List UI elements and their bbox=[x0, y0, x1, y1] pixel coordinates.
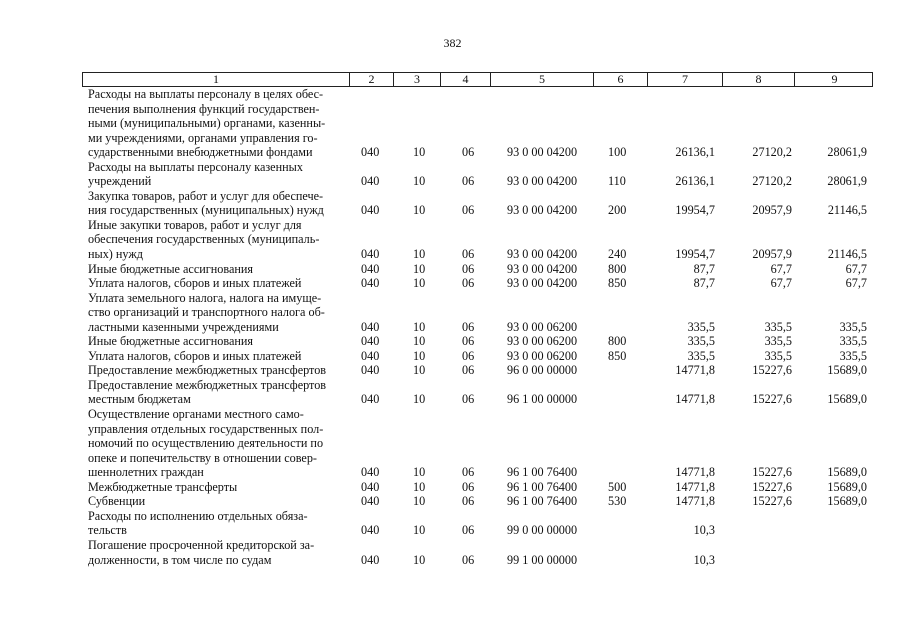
table-body bbox=[0, 87, 905, 567]
page-number: 382 bbox=[443, 36, 462, 50]
cell-col-8: 20957,9 bbox=[752, 247, 792, 262]
cell-col-9: 15689,0 bbox=[827, 494, 867, 509]
cell-col-8: 335,5 bbox=[764, 334, 792, 349]
cell-col-3: 10 bbox=[413, 276, 426, 291]
cell-col-5: 93 0 00 04200 bbox=[507, 174, 578, 189]
cell-col-6: 100 bbox=[608, 145, 627, 160]
cell-col-7: 14771,8 bbox=[675, 465, 715, 480]
table-row bbox=[0, 262, 905, 277]
description-line: ных) нужд bbox=[88, 247, 143, 262]
cell-col-2: 040 bbox=[361, 552, 380, 567]
description-line: Уплата налогов, сборов и иных платежей bbox=[88, 348, 302, 363]
description-line: управления отдельных государственных пол- bbox=[88, 421, 324, 436]
description-line: Субвенции bbox=[88, 494, 146, 509]
cell-col-9: 335,5 bbox=[839, 348, 867, 363]
cell-col-5: 93 0 00 06200 bbox=[507, 334, 578, 349]
cell-col-7: 87,7 bbox=[693, 261, 715, 276]
cell-col-2: 040 bbox=[361, 392, 380, 407]
table-row bbox=[0, 494, 905, 509]
cell-col-4: 06 bbox=[462, 552, 475, 567]
cell-col-5: 93 0 00 06200 bbox=[507, 348, 578, 363]
row-description bbox=[88, 160, 346, 189]
row-description bbox=[88, 378, 346, 407]
cell-col-3: 10 bbox=[413, 145, 426, 160]
cell-col-5: 99 1 00 00000 bbox=[507, 552, 578, 567]
cell-col-8: 335,5 bbox=[764, 348, 792, 363]
header-col-2: 2 bbox=[349, 73, 393, 86]
description-line: ство организаций и транспортного налога об- bbox=[88, 305, 325, 320]
cell-col-9: 67,7 bbox=[845, 276, 867, 291]
row-description bbox=[88, 538, 346, 567]
cell-col-9: 335,5 bbox=[839, 334, 867, 349]
cell-col-7: 26136,1 bbox=[675, 174, 715, 189]
cell-col-3: 10 bbox=[413, 247, 426, 262]
cell-col-7: 26136,1 bbox=[675, 145, 715, 160]
cell-col-4: 06 bbox=[462, 145, 475, 160]
cell-col-4: 06 bbox=[462, 247, 475, 262]
cell-col-3: 10 bbox=[413, 203, 426, 218]
cell-col-4: 06 bbox=[462, 479, 475, 494]
description-line: шеннолетних граждан bbox=[88, 465, 204, 480]
description-line: Предоставление межбюджетных трансфертов bbox=[88, 363, 327, 378]
row-description bbox=[88, 262, 346, 277]
description-line: Осуществление органами местного само- bbox=[88, 407, 304, 422]
cell-col-5: 99 0 00 00000 bbox=[507, 523, 578, 538]
cell-col-5: 96 0 00 00000 bbox=[507, 363, 578, 378]
table-row bbox=[0, 538, 905, 567]
row-description bbox=[88, 87, 346, 160]
row-description bbox=[88, 363, 346, 378]
cell-col-6: 200 bbox=[608, 203, 627, 218]
cell-col-4: 06 bbox=[462, 363, 475, 378]
description-line: Уплата налогов, сборов и иных платежей bbox=[88, 276, 302, 291]
row-description bbox=[88, 407, 346, 480]
row-description bbox=[88, 509, 346, 538]
cell-col-6: 800 bbox=[608, 334, 627, 349]
cell-col-5: 96 1 00 76400 bbox=[507, 494, 578, 509]
description-line: ми учреждениями, органами управления го- bbox=[88, 130, 318, 145]
cell-col-7: 19954,7 bbox=[675, 203, 715, 218]
description-line: ластными казенными учреждениями bbox=[88, 319, 279, 334]
description-line: местным бюджетам bbox=[88, 392, 191, 407]
cell-col-6: 110 bbox=[608, 174, 626, 189]
cell-col-7: 14771,8 bbox=[675, 363, 715, 378]
table-row bbox=[0, 349, 905, 364]
description-line: Расходы на выплаты персоналу в целях обес- bbox=[88, 87, 324, 101]
cell-col-7: 14771,8 bbox=[675, 392, 715, 407]
cell-col-4: 06 bbox=[462, 334, 475, 349]
cell-col-8: 27120,2 bbox=[752, 174, 792, 189]
cell-col-4: 06 bbox=[462, 465, 475, 480]
header-col-9: 9 bbox=[794, 73, 874, 86]
cell-col-3: 10 bbox=[413, 552, 426, 567]
cell-col-6: 500 bbox=[608, 479, 627, 494]
cell-col-3: 10 bbox=[413, 465, 426, 480]
cell-col-6: 850 bbox=[608, 348, 627, 363]
cell-col-2: 040 bbox=[361, 479, 380, 494]
description-line: Предоставление межбюджетных трансфертов bbox=[88, 377, 327, 392]
table-row bbox=[0, 363, 905, 378]
cell-col-2: 040 bbox=[361, 363, 380, 378]
cell-col-2: 040 bbox=[361, 203, 380, 218]
description-line: печения выполнения функций государствен- bbox=[88, 101, 320, 116]
row-description bbox=[88, 334, 346, 349]
table-row bbox=[0, 378, 905, 407]
cell-col-3: 10 bbox=[413, 392, 426, 407]
cell-col-3: 10 bbox=[413, 479, 426, 494]
cell-col-3: 10 bbox=[413, 523, 426, 538]
cell-col-2: 040 bbox=[361, 348, 380, 363]
cell-col-6: 850 bbox=[608, 276, 627, 291]
cell-col-4: 06 bbox=[462, 319, 475, 334]
cell-col-7: 10,3 bbox=[693, 552, 715, 567]
description-line: учреждений bbox=[88, 174, 152, 189]
cell-col-4: 06 bbox=[462, 174, 475, 189]
table-row bbox=[0, 276, 905, 291]
description-line: ния государственных (муниципальных) нужд bbox=[88, 203, 324, 218]
cell-col-3: 10 bbox=[413, 334, 426, 349]
description-line: Расходы по исполнению отдельных обяза- bbox=[88, 508, 308, 523]
header-col-6: 6 bbox=[593, 73, 647, 86]
description-line: Иные бюджетные ассигнования bbox=[88, 334, 254, 349]
description-line: Межбюджетные трансферты bbox=[88, 479, 238, 494]
cell-col-4: 06 bbox=[462, 392, 475, 407]
description-line: Иные закупки товаров, работ и услуг для bbox=[88, 217, 302, 232]
cell-col-7: 14771,8 bbox=[675, 479, 715, 494]
cell-col-9: 67,7 bbox=[845, 261, 867, 276]
cell-col-8: 67,7 bbox=[770, 261, 792, 276]
description-line: сударственными внебюджетными фондами bbox=[88, 145, 313, 160]
cell-col-8: 67,7 bbox=[770, 276, 792, 291]
cell-col-8: 27120,2 bbox=[752, 145, 792, 160]
cell-col-5: 96 1 00 76400 bbox=[507, 479, 578, 494]
description-line: Расходы на выплаты персоналу казенных bbox=[88, 159, 303, 174]
cell-col-7: 19954,7 bbox=[675, 247, 715, 262]
cell-col-2: 040 bbox=[361, 334, 380, 349]
cell-col-4: 06 bbox=[462, 276, 475, 291]
header-col-3: 3 bbox=[393, 73, 440, 86]
table-row bbox=[0, 334, 905, 349]
row-description bbox=[88, 349, 346, 364]
cell-col-6: 240 bbox=[608, 247, 627, 262]
description-line: ными (муниципальными) органами, казенны- bbox=[88, 116, 326, 131]
description-line: опеке и попечительству в отношении совер- bbox=[88, 450, 317, 465]
cell-col-9: 15689,0 bbox=[827, 392, 867, 407]
description-line: Погашение просроченной кредиторской за- bbox=[88, 537, 315, 552]
table-row bbox=[0, 480, 905, 495]
cell-col-7: 335,5 bbox=[687, 348, 715, 363]
cell-col-2: 040 bbox=[361, 319, 380, 334]
cell-col-2: 040 bbox=[361, 174, 380, 189]
cell-col-7: 14771,8 bbox=[675, 494, 715, 509]
cell-col-9: 28061,9 bbox=[827, 145, 867, 160]
cell-col-5: 93 0 00 06200 bbox=[507, 319, 578, 334]
description-line: долженности, в том числе по судам bbox=[88, 552, 272, 567]
table-row bbox=[0, 407, 905, 480]
cell-col-5: 96 1 00 00000 bbox=[507, 392, 578, 407]
cell-col-8: 20957,9 bbox=[752, 203, 792, 218]
cell-col-7: 335,5 bbox=[687, 319, 715, 334]
cell-col-9: 15689,0 bbox=[827, 479, 867, 494]
description-line: Иные бюджетные ассигнования bbox=[88, 261, 254, 276]
cell-col-9: 15689,0 bbox=[827, 465, 867, 480]
cell-col-2: 040 bbox=[361, 276, 380, 291]
header-col-1: 1 bbox=[213, 72, 219, 86]
row-description bbox=[88, 189, 346, 218]
description-line: обеспечения государственных (муниципаль- bbox=[88, 232, 320, 247]
cell-col-9: 335,5 bbox=[839, 319, 867, 334]
header-col-5: 5 bbox=[490, 73, 593, 86]
cell-col-3: 10 bbox=[413, 261, 426, 276]
description-line: Закупка товаров, работ и услуг для обеспече- bbox=[88, 188, 324, 203]
cell-col-6: 530 bbox=[608, 494, 627, 509]
table-row bbox=[0, 509, 905, 538]
cell-col-5: 96 1 00 76400 bbox=[507, 465, 578, 480]
cell-col-9: 28061,9 bbox=[827, 174, 867, 189]
cell-col-6: 800 bbox=[608, 261, 627, 276]
cell-col-7: 10,3 bbox=[693, 523, 715, 538]
table-header bbox=[82, 72, 873, 87]
cell-col-5: 93 0 00 04200 bbox=[507, 203, 578, 218]
description-line: номочий по осуществлению деятельности по bbox=[88, 436, 324, 451]
table-row bbox=[0, 189, 905, 218]
cell-col-2: 040 bbox=[361, 523, 380, 538]
cell-col-2: 040 bbox=[361, 494, 380, 509]
description-line: Уплата земельного налога, налога на имуще- bbox=[88, 290, 322, 305]
cell-col-8: 15227,6 bbox=[752, 363, 792, 378]
cell-col-2: 040 bbox=[361, 247, 380, 262]
cell-col-9: 21146,5 bbox=[827, 247, 867, 262]
table-row bbox=[0, 291, 905, 335]
cell-col-4: 06 bbox=[462, 494, 475, 509]
cell-col-2: 040 bbox=[361, 261, 380, 276]
cell-col-4: 06 bbox=[462, 261, 475, 276]
cell-col-3: 10 bbox=[413, 174, 426, 189]
cell-col-5: 93 0 00 04200 bbox=[507, 261, 578, 276]
row-description bbox=[88, 480, 346, 495]
description-line: тельств bbox=[88, 523, 127, 538]
header-col-8: 8 bbox=[722, 73, 794, 86]
row-description bbox=[88, 218, 346, 262]
table-row bbox=[0, 87, 905, 160]
cell-col-7: 87,7 bbox=[693, 276, 715, 291]
cell-col-9: 21146,5 bbox=[827, 203, 867, 218]
cell-col-4: 06 bbox=[462, 348, 475, 363]
cell-col-8: 15227,6 bbox=[752, 392, 792, 407]
cell-col-8: 335,5 bbox=[764, 319, 792, 334]
cell-col-7: 335,5 bbox=[687, 334, 715, 349]
table-row bbox=[0, 160, 905, 189]
cell-col-2: 040 bbox=[361, 145, 380, 160]
cell-col-5: 93 0 00 04200 bbox=[507, 247, 578, 262]
cell-col-4: 06 bbox=[462, 203, 475, 218]
cell-col-5: 93 0 00 04200 bbox=[507, 276, 578, 291]
cell-col-2: 040 bbox=[361, 465, 380, 480]
row-description bbox=[88, 494, 346, 509]
cell-col-5: 93 0 00 04200 bbox=[507, 145, 578, 160]
cell-col-9: 15689,0 bbox=[827, 363, 867, 378]
cell-col-8: 15227,6 bbox=[752, 465, 792, 480]
header-col-7: 7 bbox=[647, 73, 722, 86]
cell-col-8: 15227,6 bbox=[752, 494, 792, 509]
table-row bbox=[0, 218, 905, 262]
header-col-4: 4 bbox=[440, 73, 490, 86]
row-description bbox=[88, 291, 346, 335]
cell-col-4: 06 bbox=[462, 523, 475, 538]
row-description bbox=[88, 276, 346, 291]
cell-col-3: 10 bbox=[413, 319, 426, 334]
cell-col-8: 15227,6 bbox=[752, 479, 792, 494]
cell-col-3: 10 bbox=[413, 363, 426, 378]
cell-col-3: 10 bbox=[413, 494, 426, 509]
cell-col-3: 10 bbox=[413, 348, 426, 363]
